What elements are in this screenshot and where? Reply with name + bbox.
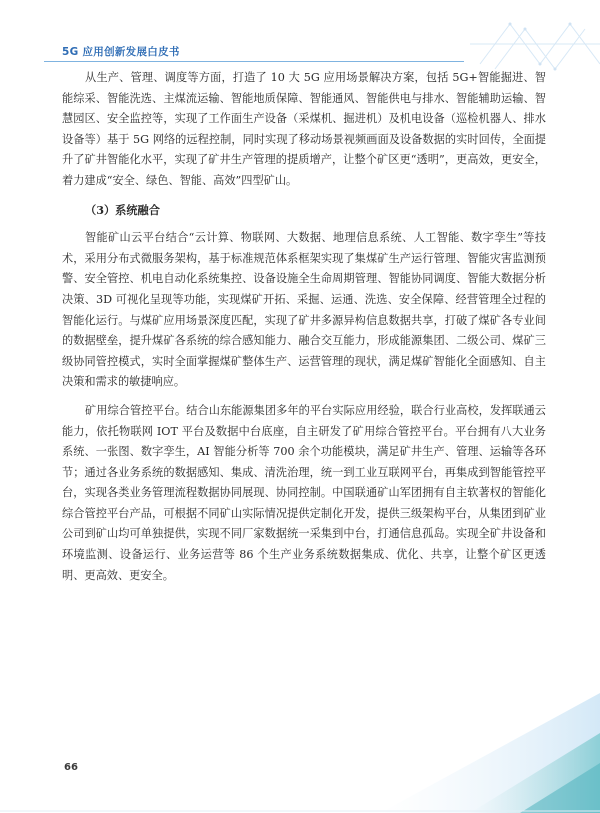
paragraph-3: 矿用综合管控平台。结合山东能源集团多年的平台实际应用经验，联合行业高校，发挥联通云能力，依托物联网 IOT 平台及数据中台底座，自主研发了矿用综合管控平台。平台拥有八大业务系统、一张图、数字孪生，AI 智能分析等 700 余个功能模块，满足矿井生产、管理、运输等各环节；通过各业务系统的数据感知、集成、清洗治理，统一到工业互联网平台，再集成到智能管控平台，实现各类业务管理流程数据协同展现、协同控制。中国联通矿山军团拥有自主软著权的智能化综合管控平台产品，可根据不同矿山实际情况提供定制化开发，提供三级架构平台，从集团到矿业公司到矿山均可单独提供，实现不同厂家数据统一采集到中台，打通信息孤岛。实现全矿井设备和环境监测、设备运行、业务运营等 86 个生产业务系统数据集成、优化、共享，让整个矿区更透明、更高效、更安全。 <box>62 403 546 582</box>
paragraph-1: 从生产、管理、调度等方面，打造了 10 大 5G 应用场景解决方案，包括 5G+智能掘进、智能综采、智能洗选、主煤流运输、智能地质保障、智能通风、智能供电与排水、智能辅助运输、智慧园区、安全监控等，实现了工作面生产设备（采煤机、掘进机）及机电设备（巡检机器人、排水设备等）基于 5G 网络的远程控制，同时实现了移动场景视频画面及设备数据的实时回传，全面提升了矿井智能化水平，实现了矿井生产管理的提质增产，让整个矿区更“透明”，更高效，更安全，着力建成“安全、绿色、智能、高效”四型矿山。 <box>62 71 546 187</box>
section-heading: （3）系统融合 <box>85 202 160 217</box>
header-title: 5G 应用创新发展白皮书 <box>62 46 180 58</box>
footer-decoration <box>0 693 600 813</box>
page-number: 66 <box>64 762 78 773</box>
header-decoration <box>470 14 600 74</box>
paragraph-2: 智能矿山云平台结合“云计算、物联网、大数据、地理信息系统、人工智能、数字孪生”等技术，采用分布式微服务架构，基于标准规范体系框架实现了集煤矿生产运行管理、智能灾害监测预警、安全管控、机电自动化系统集控、设备设施全生命周期管理、智能协同调度、智能大数据分析决策、3D 可视化呈现等功能，实现煤矿开拓、采掘、运通、洗选、安全保障、经营管理全过程的智能化运行。与煤矿应用场景深度匹配，实现了矿井多源异构信息数据共享，打破了煤矿各专业间的数据壁垒，提升煤矿各系统的综合感知能力、融合交互能力，形成能源集团、二级公司、煤矿三级协同管控模式，实时全面掌握煤矿整体生产、运营管理的现状，满足煤矿智能化全面感知、自主决策和需求的敏捷响应。 <box>62 231 546 389</box>
header-divider <box>44 61 464 62</box>
main-content <box>62 68 546 586</box>
